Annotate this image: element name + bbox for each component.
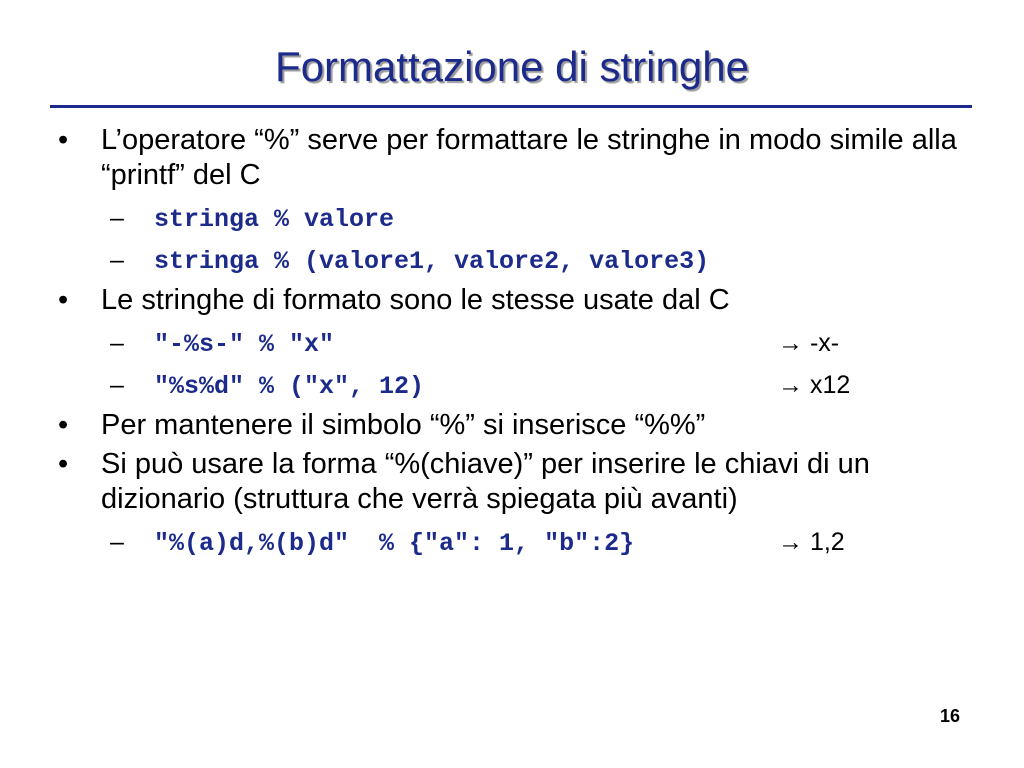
- bullet-dot: •: [58, 124, 69, 156]
- sub-bullet-item: [52, 197, 982, 239]
- code-example: "-%s-" % "x": [154, 330, 335, 359]
- bullet-text: Si può usare la forma “%(chiave)” per inserire le chiavi di un dizionario (struttura che verrà spiegata più avanti): [101, 448, 870, 515]
- bullet-item: [52, 123, 982, 193]
- code-result: → x12: [778, 371, 851, 399]
- bullet-dot: •: [58, 409, 69, 441]
- sub-bullet-item: [52, 521, 982, 563]
- code-result: → 1,2: [778, 528, 845, 556]
- bullet-item: [52, 283, 982, 318]
- bullet-dot: •: [58, 284, 69, 316]
- code-result: → -x-: [778, 329, 840, 357]
- slide-title: Formattazione di stringhe: [275, 43, 749, 90]
- sub-bullet-dash: –: [110, 528, 124, 556]
- code-example: stringa % (valore1, valore2, valore3): [154, 247, 710, 276]
- bullet-text: Le stringhe di formato sono le stesse usate dal C: [101, 284, 730, 316]
- bullet-dot: •: [58, 448, 69, 480]
- sub-bullet-dash: –: [110, 246, 124, 274]
- bullet-item: [52, 408, 982, 443]
- code-example: stringa % valore: [154, 205, 395, 234]
- sub-bullet-dash: –: [110, 371, 124, 399]
- sub-bullet-item: [52, 322, 982, 364]
- bullet-item: [52, 447, 982, 517]
- sub-bullet-item: [52, 239, 982, 281]
- bullet-text: Per mantenere il simbolo “%” si inserisce “%%”: [101, 409, 706, 441]
- bullet-text: L’operatore “%” serve per formattare le stringhe in modo simile alla “printf” del C: [101, 124, 957, 191]
- page-number: 16: [939, 706, 960, 726]
- code-example: "%s%d" % ("x", 12): [154, 372, 425, 401]
- sub-bullet-item: [52, 364, 982, 406]
- sub-bullet-dash: –: [110, 204, 124, 232]
- title-underline: [50, 105, 972, 108]
- slide-content: [52, 123, 982, 563]
- sub-bullet-dash: –: [110, 329, 124, 357]
- code-example: "%(a)d,%(b)d" % {"a": 1, "b":2}: [154, 529, 635, 558]
